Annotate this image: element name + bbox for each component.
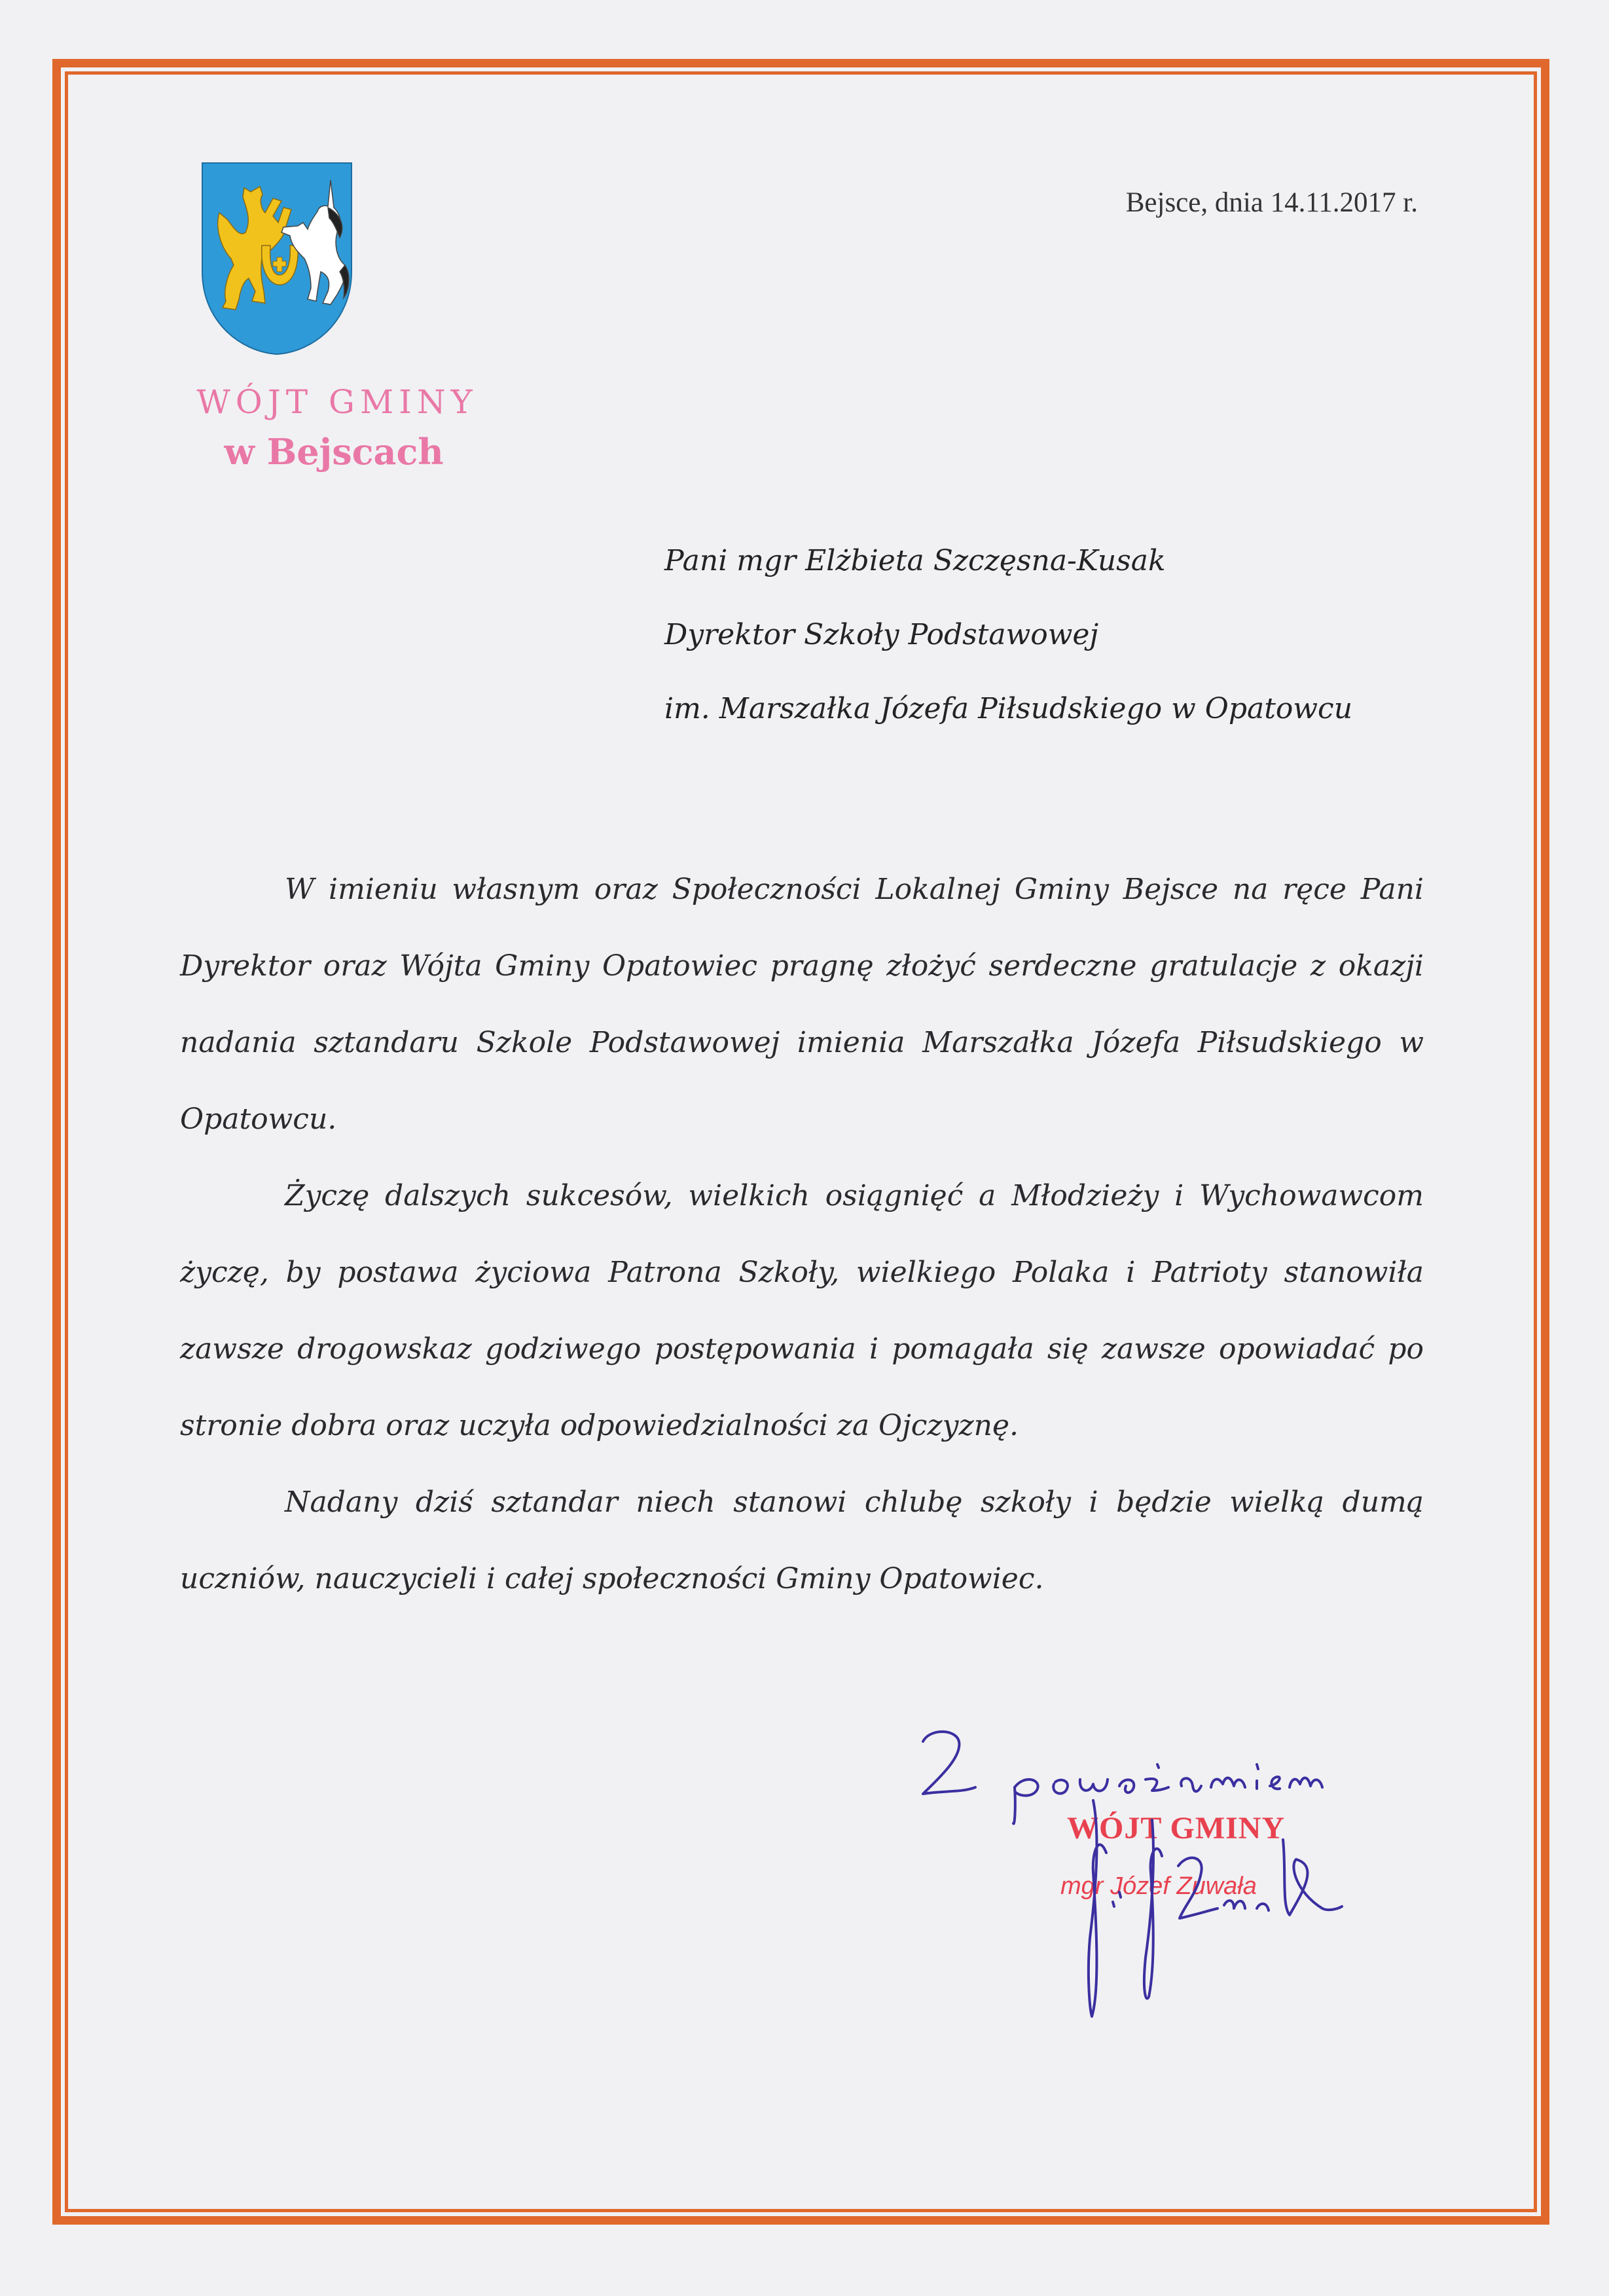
body-paragraph: W imieniu własnym oraz Społeczności Lokalnej Gminy Bejsce na ręce Pani Dyrektor oraz Wójta Gminy Opatowiec pragnę złożyć serdeczne gratulacje z okazji nadania sztandaru Szkole Podstawowej imienia Marszałka Józefa Piłsudskiego w Opatowcu.: [180, 873, 1424, 1136]
addressee-block: [664, 524, 1352, 746]
addressee-title: Dyrektor Szkoły Podstawowej: [664, 618, 1099, 651]
stamp-text-line1: WÓJT GMINY: [196, 383, 478, 421]
letter-body: [180, 851, 1424, 1617]
coat-of-arms-icon: [200, 160, 354, 357]
letter-date: Bejsce, dnia 14.11.2017 r.: [1125, 187, 1418, 218]
body-paragraph: Życzę dalszych sukcesów, wielkich osiągnięć a Młodzieży i Wychowawcom życzę, by postawa życiowa Patrona Szkoły, wielkiego Polaka i Patrioty stanowiła zawsze drogowskaz godziwego postępowania i pomagała się zawsze opowiadać po stronie dobra oraz uczyła odpowiedzialności za Ojczyznę.: [180, 1179, 1424, 1442]
body-paragraph: Nadany dziś sztandar niech stanowi chlubę szkoły i będzie wielką dumą uczniów, nauczycieli i całej społeczności Gminy Opatowiec.: [180, 1485, 1424, 1595]
signature-stamp-name: mgr Józef Zuwała: [1060, 1872, 1257, 1900]
addressee-name: Pani mgr Elżbieta Szczęsna-Kusak: [664, 544, 1166, 577]
signature-stamp-title: WÓJT GMINY: [1067, 1811, 1286, 1846]
office-stamp-location: w Bejscach: [224, 431, 444, 473]
handwritten-signature: [1008, 1794, 1427, 2030]
addressee-school: im. Marszałka Józefa Piłsudskiego w Opatowcu: [664, 692, 1353, 725]
office-stamp-title: [187, 383, 488, 421]
